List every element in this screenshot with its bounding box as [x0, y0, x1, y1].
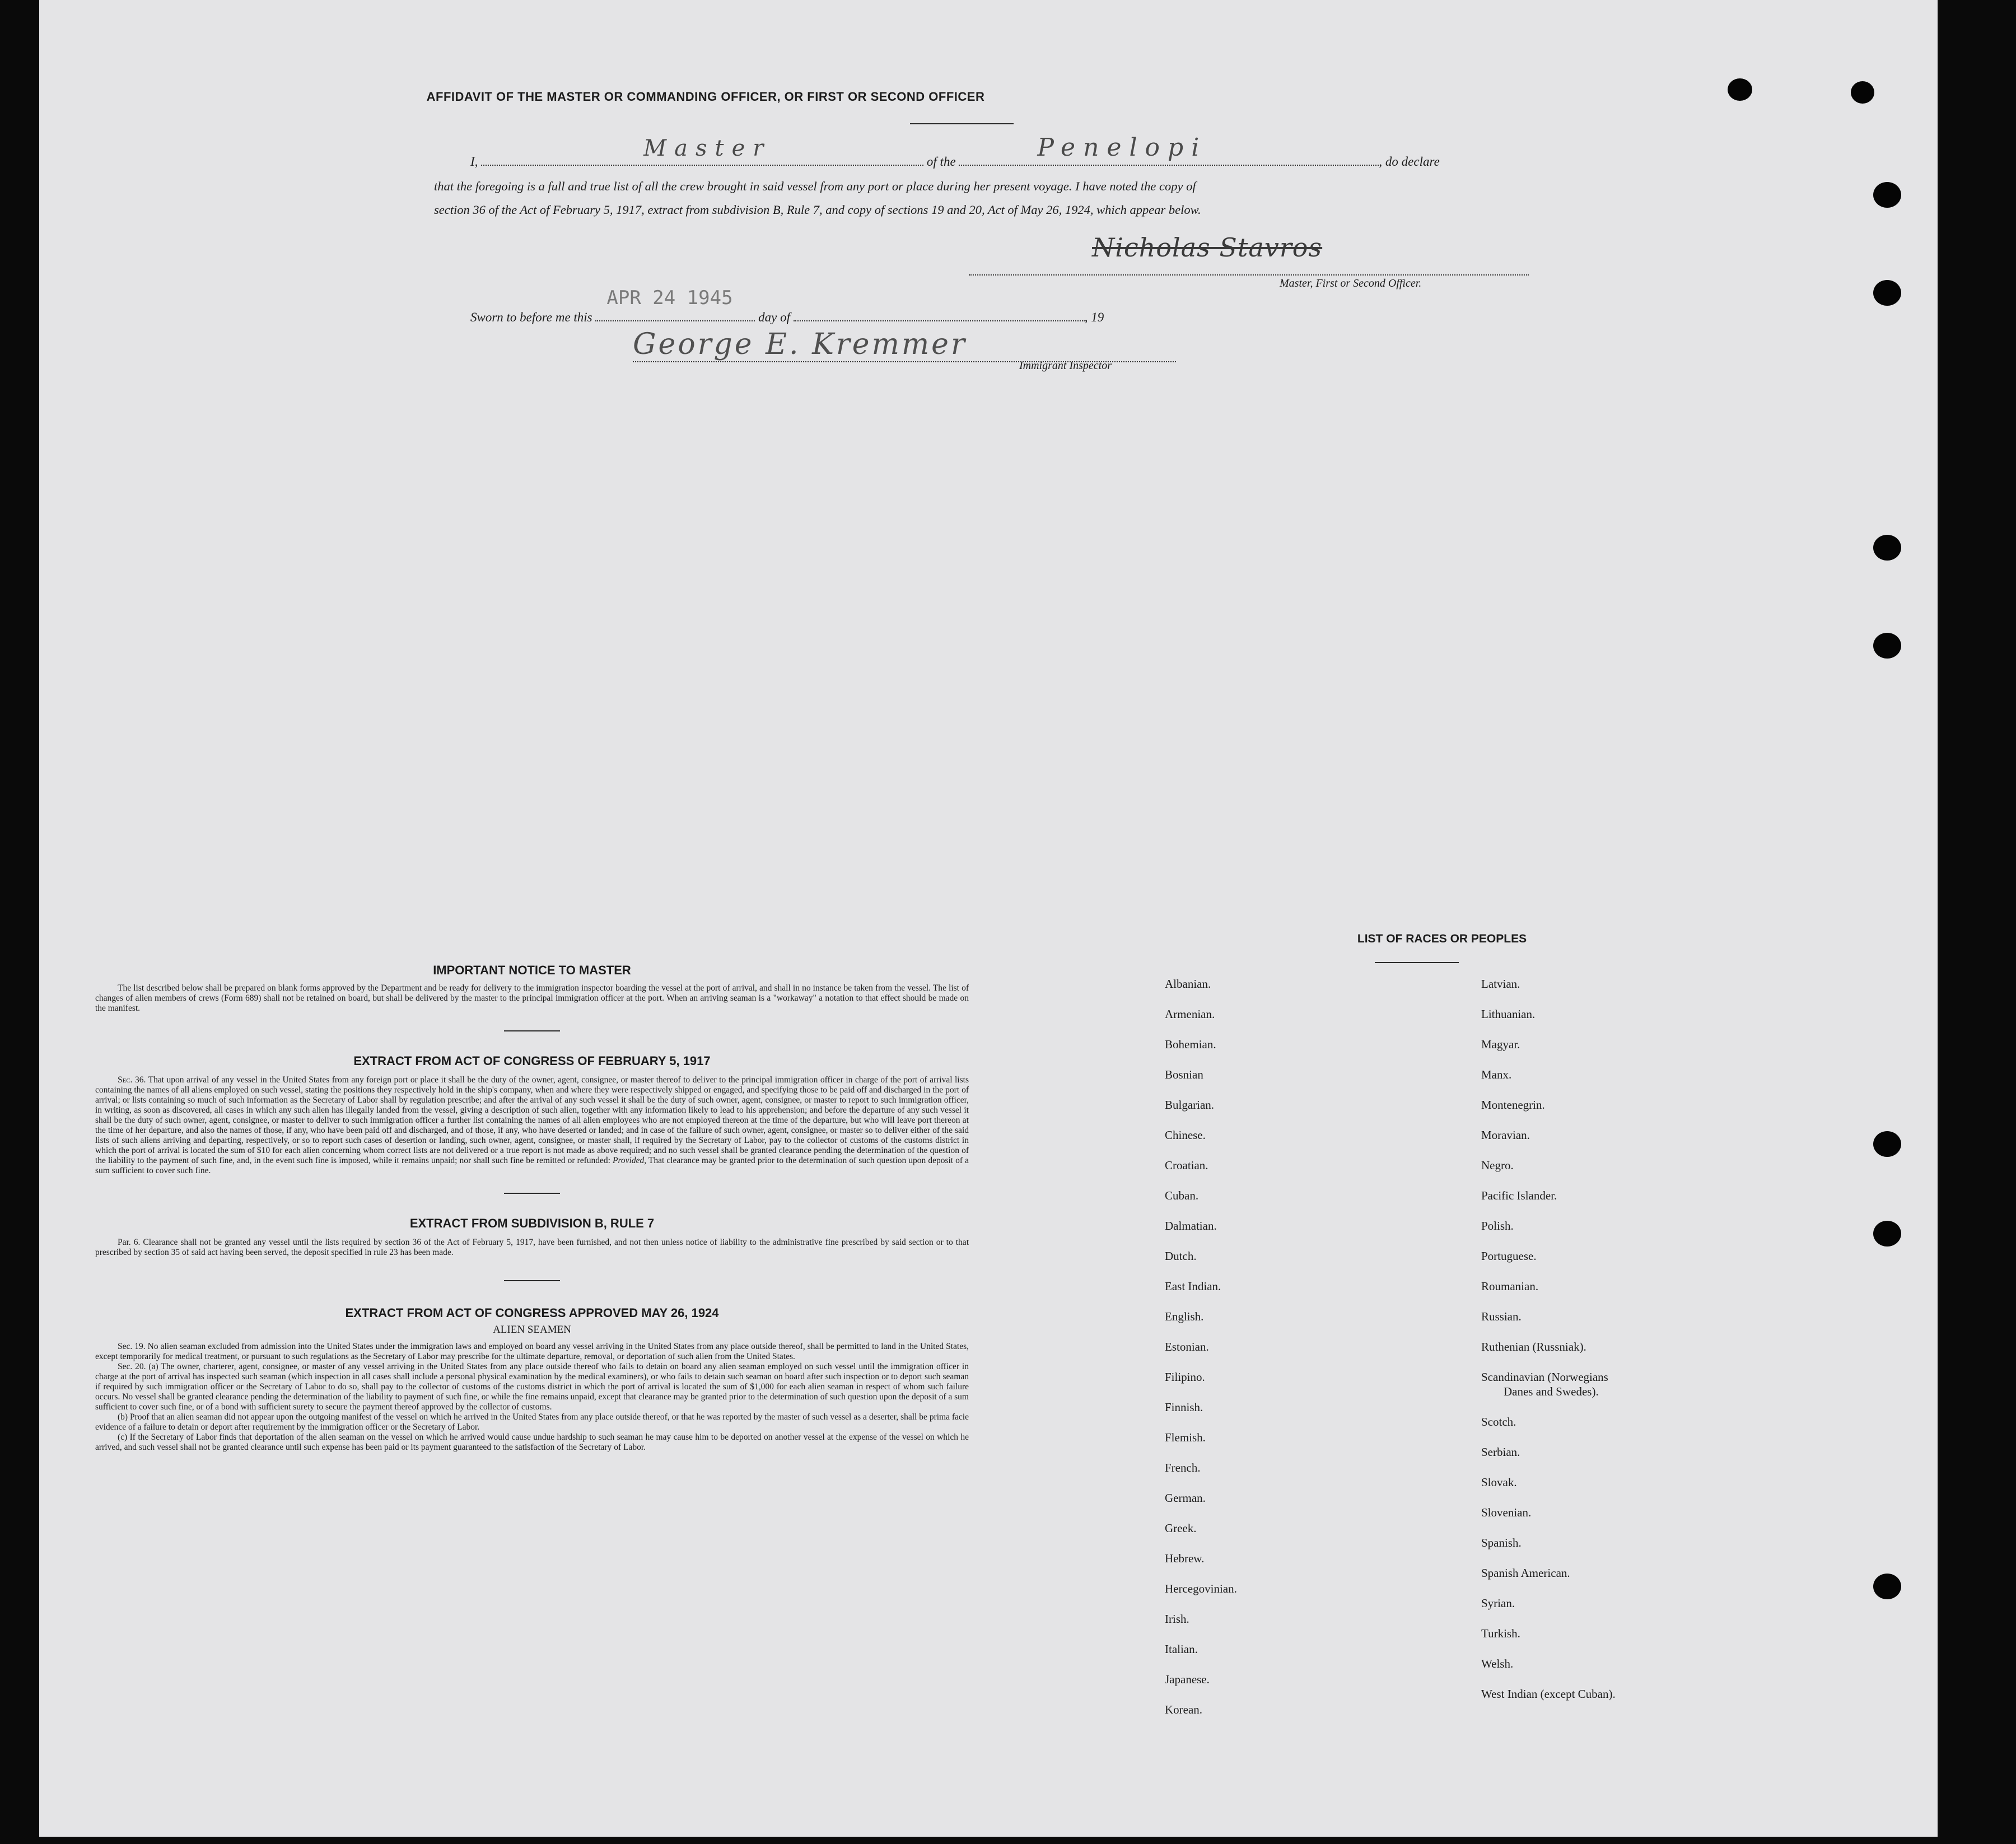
proviso-text: That clearance may be granted prior to the determination of such question upon deposit of a sum sufficient to cover such fine. [95, 1156, 969, 1175]
race-item: West Indian (except Cuban). [1481, 1687, 1616, 1701]
punch-hole [1873, 1574, 1901, 1599]
vessel-name-handwriting: Penelopi [1037, 133, 1207, 162]
master-name-field [481, 136, 923, 166]
race-item: Pacific Islander. [1481, 1189, 1557, 1202]
section-divider [504, 1030, 560, 1031]
master-signature: Nicholas Stavros [1092, 232, 1323, 263]
race-item: Italian. [1165, 1642, 1198, 1656]
race-item: Albanian. [1165, 977, 1211, 991]
race-item: Russian. [1481, 1310, 1522, 1323]
pronoun-label: I, [470, 155, 478, 169]
race-item: Lithuanian. [1481, 1007, 1536, 1021]
extract-1924-subtitle: ALIEN SEAMEN [493, 1324, 571, 1336]
extract-1917-title: EXTRACT FROM ACT OF CONGRESS OF FEBRUARY 5, 1917 [353, 1054, 711, 1068]
date-stamp: APR 24 1945 [606, 287, 733, 309]
race-item: Estonian. [1165, 1340, 1209, 1353]
proviso-label: Provided, [613, 1156, 647, 1165]
race-item: Scandinavian (Norwegians [1481, 1370, 1608, 1384]
extract-1924-title: EXTRACT FROM ACT OF CONGRESS APPROVED MAY 26, 1924 [345, 1306, 719, 1320]
section-label: Sec. 36. [118, 1075, 146, 1085]
title-divider [910, 123, 1014, 124]
vessel-name-field [959, 133, 1379, 166]
race-item: Dalmatian. [1165, 1219, 1217, 1233]
race-item: Scotch. [1481, 1415, 1516, 1428]
race-item: Spanish. [1481, 1536, 1522, 1549]
race-item: Roumanian. [1481, 1280, 1539, 1293]
punch-hole [1873, 535, 1901, 561]
affidavit-title: AFFIDAVIT OF THE MASTER OR COMMANDING OFFICER, OR FIRST OR SECOND OFFICER [426, 90, 985, 104]
sec-20c-body: (c) If the Secretary of Labor finds that deportation of the alien seaman on the vessel on which he arrived would cause undue hardship to such seaman he may cause him to be deported on another vessel at the expense of the vessel on which he arrived, and such vessel shall not be granted clearance until such expense has been paid or its payment guaranteed to the satisfaction of the Secretary of Labor. [95, 1432, 969, 1452]
race-item: Bohemian. [1165, 1038, 1216, 1051]
race-item: Hebrew. [1165, 1552, 1205, 1565]
extract-1917-body [95, 1075, 969, 1176]
race-item: Portuguese. [1481, 1249, 1537, 1263]
race-item: Spanish American. [1481, 1566, 1570, 1580]
of-the-label: of the [926, 155, 956, 169]
legal-column [95, 963, 969, 1453]
race-item: Serbian. [1481, 1445, 1520, 1459]
race-item: Turkish. [1481, 1627, 1520, 1640]
punch-hole [1851, 81, 1874, 104]
punch-hole [1873, 1221, 1901, 1247]
race-item: German. [1165, 1491, 1206, 1505]
sworn-month-field [794, 307, 1085, 321]
master-name-handwriting: Master [643, 136, 772, 161]
race-item: Hercegovinian. [1165, 1582, 1237, 1595]
race-item: Polish. [1481, 1219, 1514, 1233]
sworn-day-field [595, 287, 755, 321]
section-divider [504, 1280, 560, 1281]
race-item: Armenian. [1165, 1007, 1215, 1021]
race-item: Negro. [1481, 1159, 1514, 1172]
race-item: Montenegrin. [1481, 1098, 1545, 1112]
punch-hole [1873, 280, 1901, 306]
races-title: LIST OF RACES OR PEOPLES [1357, 932, 1527, 945]
race-item: Welsh. [1481, 1657, 1514, 1670]
race-item: Greek. [1165, 1521, 1197, 1535]
punch-hole [1873, 633, 1901, 659]
punch-hole [1873, 1131, 1901, 1157]
race-item: East Indian. [1165, 1280, 1221, 1293]
race-item: Latvian. [1481, 977, 1520, 991]
race-item: Japanese. [1165, 1673, 1210, 1686]
do-declare-label: , do declare [1379, 155, 1440, 169]
master-signature-caption: Master, First or Second Officer. [1280, 277, 1422, 290]
declaration-line-2: that the foregoing is a full and true list of all the crew brought in said vessel from any port or place during her present voyage. I have noted the copy of [434, 179, 1196, 193]
declaration-line-1 [470, 133, 1529, 169]
race-item: Slovenian. [1481, 1506, 1532, 1519]
race-item: Slovak. [1481, 1476, 1517, 1489]
manifest-page [39, 0, 1938, 1837]
race-item: Dutch. [1165, 1249, 1197, 1263]
race-item: Croatian. [1165, 1159, 1208, 1172]
sworn-label: Sworn to before me this [470, 310, 592, 324]
year-label: , 19 [1084, 310, 1104, 324]
sworn-line [470, 287, 1198, 325]
section-text: That upon arrival of any vessel in the United States from any foreign port or place it shall be the duty of the owner, agent, consignee, or master thereof to deliver to the principal immigration officer in charge of the port of arrival lists containing the names of all aliens employed on such vessel, stating the positions they respectively hold in the ship's company, when and where they were respectively shipped or engaged, and specifying those to be paid off and discharged in the port of arrival; or lists containing so much of such information as the Secretary of Labor shall by regulation prescribe; and after the arrival of any such vessel it shall be the duty of such owner, agent, consignee, or master to report to such immigration officer, in writing, as soon as discovered, all cases in which any such alien has illegally landed from the vessel, giving a description of such alien, together with any information likely to lead to his apprehension; and before the departure of any such vessel it shall be the duty of such owner, agent, consignee, or master to deliver to such immigration officer a further list containing the names of all alien employees who are not employed thereon at the time of the departure, but who will leave port thereon at the time of her departure, and also the names of those, if any, who have been paid off and discharged, and of those, if any, who have deserted or landed; and in case of the failure of such owner, agent, consignee, or master so to deliver either of the said lists of such aliens arriving and departing, respectively, or so to report such cases of desertion or landing, such owner, agent, consignee, or master shall, if required by the Secretary of Labor, pay to the collector of customs of the customs district in which the port of arrival is located the sum of $10 for each alien concerning whom correct lists are not delivered or a true report is not made as above required; and no such vessel shall be granted clearance pending the determination of the question of the liability to the payment of such fine, and, in the event such fine is imposed, while it remains unpaid; nor shall such fine be remitted or refunded: [95, 1075, 969, 1165]
race-item: Cuban. [1165, 1189, 1199, 1202]
notice-title: IMPORTANT NOTICE TO MASTER [433, 963, 631, 977]
race-item-continuation: Danes and Swedes). [1504, 1385, 1599, 1398]
race-item: English. [1165, 1310, 1204, 1323]
race-item: Filipino. [1165, 1370, 1205, 1384]
sec-20a-body: Sec. 20. (a) The owner, charterer, agent, consignee, or master of any vessel arriving in the United States from any place outside thereof who fails to detain on board any alien seaman employed on such vessel until the immigration officer in charge at the port of arrival has inspected such seaman (which inspection in all cases shall include a personal physical examination by the medical examiners), or who fails to detain such seaman on board after such inspection or to deport such seaman if required by such immigration officer or the Secretary of Labor to do so, shall pay to the collector of customs of the customs district in which the port of arrival is located the sum of $1,000 for each alien seaman in respect of whom such failure occurs. No vessel shall be granted clearance pending the determination of the liability to payment of such fine, or while the fine remains unpaid, except that clearance may be granted prior to the determination of such question upon the deposit of a sum sufficient to cover such fine, or of a bond with sufficient surety to secure the payment thereof approved by the collector of customs. [95, 1362, 969, 1412]
race-item: French. [1165, 1461, 1201, 1474]
punch-hole [1728, 78, 1752, 101]
race-item: Korean. [1165, 1703, 1203, 1716]
punch-hole [1873, 182, 1901, 208]
race-item: Syrian. [1481, 1596, 1515, 1610]
race-item: Flemish. [1165, 1431, 1206, 1444]
race-item: Bosnian [1165, 1068, 1203, 1081]
race-item: Ruthenian (Russniak). [1481, 1340, 1586, 1353]
race-item: Chinese. [1165, 1128, 1206, 1142]
master-signature-line [969, 274, 1529, 276]
race-item: Finnish. [1165, 1400, 1203, 1414]
rule-7-title: EXTRACT FROM SUBDIVISION B, RULE 7 [409, 1216, 655, 1230]
day-of-label: day of [758, 310, 790, 324]
race-item: Magyar. [1481, 1038, 1520, 1051]
sec-19-body: Sec. 19. No alien seaman excluded from admission into the United States under the immigration laws and employed on board any vessel arriving in the United States from any place outside thereof, shall be permitted to land in the United States, except temporarily for medical treatment, or pursuant to such regulations as the Secretary of Labor may prescribe for the ultimate departure, removal, or deportation of such alien from the United States. [95, 1342, 969, 1361]
notice-body: The list described below shall be prepared on blank forms approved by the Department and be ready for delivery to the immigration inspector boarding the vessel at the port of arrival, and shall in no instance be taken from the vessel. The list of changes of alien members of crews (Form 689) shall not be retained on board, but shall be delivered by the master to the principal immigration officer at the port. When an arriving seaman is a "workaway" a notation to that effect should be made on the manifest. [95, 983, 969, 1013]
declaration-line-3: section 36 of the Act of February 5, 1917, extract from subdivision B, Rule 7, and copy of sections 19 and 20, Act of May 26, 1924, which appear below. [434, 203, 1201, 217]
race-item: Irish. [1165, 1612, 1189, 1626]
section-divider [504, 1193, 560, 1194]
sec-20b-body: (b) Proof that an alien seaman did not appear upon the outgoing manifest of the vessel on which he arrived in the United States from any place outside thereof, or that he was reported by the master of such vessel as a deserter, shall be prima facie evidence of a failure to detain or deport after requirement by the immigration officer or the Secretary of Labor. [95, 1412, 969, 1432]
race-item: Manx. [1481, 1068, 1512, 1081]
race-item: Bulgarian. [1165, 1098, 1215, 1112]
inspector-caption: Immigrant Inspector [1019, 360, 1112, 372]
rule-7-body: Par. 6. Clearance shall not be granted any vessel until the lists required by section 36 of the Act of February 5, 1917, have been furnished, and not then unless notice of liability to the administrative fine prescribed by said section or to that prescribed by section 35 of said act having been served, the deposit specified in rule 23 has been made. [95, 1238, 969, 1257]
races-divider [1375, 962, 1459, 963]
inspector-signature: George E. Kremmer [633, 328, 967, 361]
race-item: Moravian. [1481, 1128, 1530, 1142]
